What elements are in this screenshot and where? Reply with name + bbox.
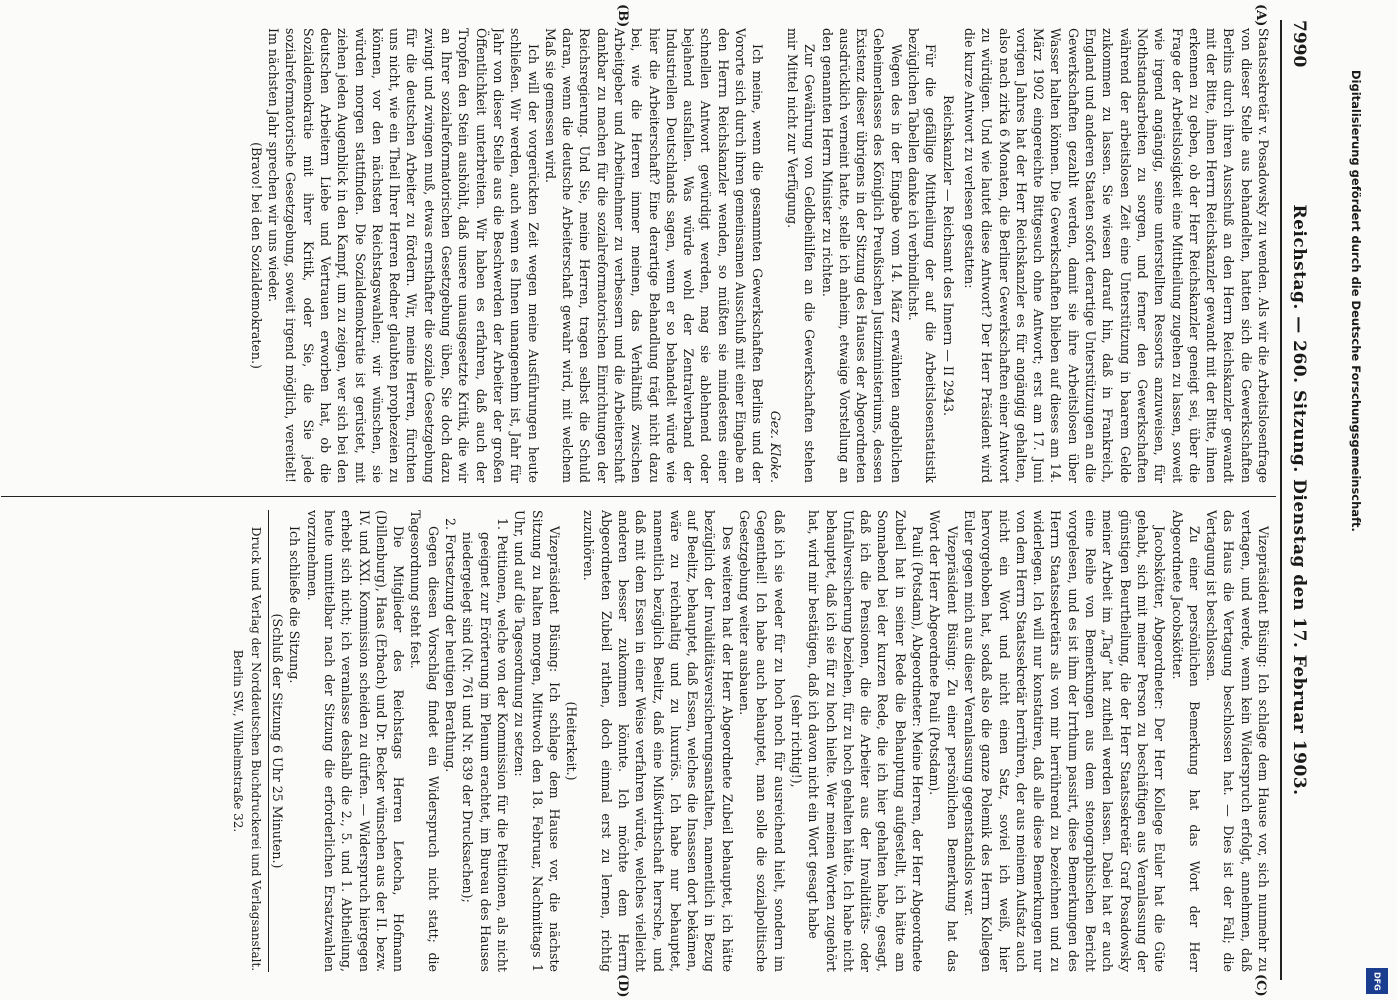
paragraph: Wegen des in der Eingabe vom 14. März erwähnten angeblichen Geheimerlasses des Königlich Preußischen Justizministeriums, dessen Existenz dieser übrigens in der Sitzung des Hauses der Abgeordneten ausdrücklich verneint hatte, stelle ich anheim, etwaige Vorstellung an den genannten Herrn Minister zu richten. bbox=[819, 28, 904, 483]
reaction: (Heiterkeit.) bbox=[564, 701, 580, 781]
paragraph: Vizepräsident Büsing: Zu einer persönlichen Bemerkung hat das Wort der Herr Abgeordnete Pauli (Potsdam). bbox=[927, 510, 960, 972]
column-divider bbox=[1, 496, 1276, 497]
paragraph: daß ich sie weder für zu hoch noch für ausreichend hielt, sondern im Gegentheil! Ich habe auch behauptet, man solle die sozialpolitische Gesetzgebung weiter ausbauen. bbox=[737, 510, 787, 972]
signature: Gez. Kloke. bbox=[767, 410, 783, 483]
paragraph: Staatssekretär v. Posadowsky zu wenden. Als wir die Arbeitslosenfrage von dieser Stelle aus behandelten, hatten sich die Gewerkschaften Berlins durch ihren Ausschuß an den Herrn Reichskanzler gewandt mit der Bitte, ihnen Herrn Reichskanzler gewandt mit der Bitte, ihnen erkennen zu geben, ob der Herr Reichskanzler geneigt sei, über die Frage der Arbeitslosigkeit eine Mittheilung zugehen zu lassen, soweit wie irgend angängig, seine unterstellten Ressorts anzuweisen, für Nothstandsarbeiten zu sorgen, und ferner den Gewerkschaften während der arbeitslosen Zeit eine Unterstützung in baarem Gelde zukommen zu lassen. Sie wiesen darauf hin, daß in Frankreich, England und anderen Staaten sofort derartige Unterstützungen an die Gewerkschaften gezahlt werden, damit sie ihre Arbeitslosen über Wasser halten können. Die Gewerkschaften blieben auf dieses am 14. März 1902 eingereichte Bittgesuch ohne Antwort; erst am 17. Juni vorigen Jahres hat der Herr Reichskanzler es für angängig gehalten, also nach zirka 6 Monaten, die Berliner Gewerkschaften einer Antwort zu würdigen. Und wie lautet diese Antwort? Der Herr Präsident wird die kurze Antwort zu verlesen gestatten: bbox=[961, 28, 1271, 483]
digitization-note bbox=[1335, 70, 1375, 990]
paragraph: Jacobskötter, Abgeordneter: Der Herr Kollege Euler hat die Güte gehabt, sich mit meiner Person zu beschäftigen aus Veranlassung der günstigen Beurtheilung, die der Herr Staatssekretär Graf Posadowsky meiner Arbeit im „Tag“ hat zutheil werden lassen. Dabei hat er auch eine Reihe von Bemerkungen aus dem stenographischen Bericht vorgelesen, und es ist ihm der Irrthum passirt, diese Bemerkungen des Herrn Staatssekretärs als von mir herrührend zu bezeichnen und zu widerlegen. Ich will nur konstatiren, daß alle diese Bemerkungen nur von dem Herrn Staatssekretär herrühren, der aus meinem Aufsatz auch nicht ein Wort und nicht einen Satz, soviel ich weiß, hier hervorgehoben hat, sodaß also die ganze Polemik des Herrn Kollegen Euler gegen mich aus dieser Veranlassung gegenstandslos war. bbox=[961, 510, 1168, 972]
right-column bbox=[2, 510, 1272, 972]
margin-mark-d: (D) bbox=[615, 974, 630, 998]
paragraph: Für die gefällige Mittheilung der auf die Arbeitslosenstatistik bezüglichen Tabellen danke ich verbindlichst. bbox=[906, 28, 939, 483]
left-column bbox=[2, 28, 1272, 483]
paragraph: Ich meine, wenn die gesammten Gewerkschaften Berlins und der Vororte sich durch ihren gemeinsamen Ausschuß mit einer Eingabe an den Herrn Reichskanzler wenden, so müßten sie mindestens einer schnellen Antwort gewürdigt werden, mag sie ablehnend oder bejahend ausfallen. Was würde wohl der Zentralverband der Industriellen Deutschlands sagen, wenn er so behandelt würde wie hier die Arbeiterschaft? Eine derartige Behandlung trägt nicht dazu bei, wie die Herren immer meinen, das Verhältniß zwischen Arbeitgeber und Arbeitnehmer zu verbessern und die Arbeiterschaft dankbar zu machen für die sozialreformatorischen Einrichtungen der Reichsregierung. Und Sie, meine Herren, tragen selbst die Schuld daran, wenn die deutsche Arbeiterschaft gewahr wird, mit welchem Maß sie gemessen wird. bbox=[542, 28, 766, 483]
closing-note: (Schluß der Sitzung 6 Uhr 25 Minuten.) bbox=[270, 613, 286, 869]
reaction: (sehr richtig!), bbox=[788, 694, 804, 788]
letter-reference: Reichskanzler — Reichsamt des Innern — II 2943. bbox=[940, 94, 956, 417]
dfg-logo: DFG bbox=[1366, 968, 1388, 994]
digitization-text: Digitalisierung gefördert durch die Deutsche Forschungsgemeinschaft. bbox=[1349, 70, 1363, 532]
paragraph: Vizepräsident Büsing: Ich schlage dem Hause vor, die nächste Sitzung zu halten morgen, Mittwoch den 18. Februar, Nachmittags 1 Uhr, und auf die Tagesordnung zu setzen: bbox=[512, 510, 562, 972]
paragraph: Zu einer persönlichen Bemerkung hat das Wort der Herr Abgeordnete Jacobskötter. bbox=[1169, 510, 1202, 972]
margin-mark-b: (B) bbox=[615, 4, 630, 28]
page-number: 7990 bbox=[1289, 20, 1309, 68]
paragraph: Ich schließe die Sitzung. bbox=[287, 526, 303, 684]
agenda-item: 2. Fortsetzung der heutigen Berathung. bbox=[443, 518, 459, 773]
paragraph: Des weiteren hat der Herr Abgeordnete Zubeil behauptet, ich hätte bezüglich der Invaliditätsversicherungsanstalten, namentlich in Bezug auf Beelitz, behauptet, daß Essen, welches die Insassen dort bekämen, wäre zu reichhaltig und zu luxuriös. Ich habe nur behauptet, namentlich bezüglich Beelitz, daß eine Mißwirthschaft herrsche, und daß mit dem Essen in einer Weise verfahren würde, welches vielleicht anderen besser zukommen könnte. Ich möchte dem Herrn Abgeordneten Zubeil rathen, doch einmal erst zu lernen, richtig zuzuhören. bbox=[581, 510, 735, 972]
page-header bbox=[1280, 20, 1316, 980]
agenda-item: 1. Petitionen, welche von der Kommission für die Petitionen, als nicht geeignet zur Erörterung im Plenum erachtet, im Bureau des Hauses niedergelegt sind (Nr. 761 und Nr. 839 der Drucksachen); bbox=[460, 518, 510, 972]
margin-mark-c: (C) bbox=[1253, 974, 1268, 997]
paragraph: Vizepräsident Büsing: Ich schlage dem Hause vor, sich nunmehr zu vertagen, und werde, wenn kein Widerspruch erfolgt, annehmen, daß das Haus die Vertagung beschlossen hat. — Dies ist der Fall; die Vertagung ist beschlossen. bbox=[1204, 510, 1271, 972]
page-title: Reichstag. — 260. Sitzung. Dienstag den 17. Februar 1903. bbox=[1289, 204, 1309, 796]
imprint: Druck und Verlag der Norddeutschen Buchdruckerei und Verlagsanstalt. Berlin SW., Wilhelmstraße 32. bbox=[229, 510, 269, 972]
paragraph: Die Mitglieder des Reichstags Herren Letocha, Hofmann (Dillenburg), Haas (Erbach) und Dr. Becker wünschen aus der II. bezw. IV. und XXI. Kommission scheiden zu dürfen. — Widerspruch hiergegen erhebt sich nicht; ich veranlasse deshalb die 2., 5. und 1. Abtheilung, heute unmittelbar nach der Sitzung die erforderlichen Ersatzwahlen vorzunehmen. bbox=[304, 510, 407, 972]
paragraph: Gegen diesen Vorschlag findet ein Widerspruch nicht statt; die Tagesordnung steht fest. bbox=[408, 510, 441, 972]
paragraph: Pauli (Potsdam), Abgeordneter: Meine Herren, der Herr Abgeordnete Zubeil hat in seiner Rede die Behauptung aufgestellt, ich hätte am Sonnabend bei der kurzen Rede, die ich hier gehalten habe, gesagt, daß ich die Pensionen, die die Arbeiter aus der Invaliditäts- oder Unfallversicherung beziehen, für zu hoch gehalten hätte. Ich habe nicht behauptet, daß ich sie für zu hoch hielte. Wer meinen Worten zugehört hat, wird mir bestätigen, daß ich davon nicht ein Wort gesagt habe bbox=[806, 510, 926, 972]
margin-mark-a: (A) bbox=[1253, 4, 1268, 27]
reaction: (Bravo! bei den Sozialdemokraten.) bbox=[248, 142, 264, 369]
paragraph: Ich will der vorgerückten Zeit wegen meine Ausführungen heute schließen. Wir werden, auch wenn es Ihnen unangenehm ist, Jahr für Jahr von dieser Stelle aus die Beschwerden der Arbeiter der großen Öffentlichkeit unterbreiten. Wir haben es erfahren, daß auch der Tropfen den Stein aushöhlt, daß unsere unausgesetzte Kritik, die wir an Ihrer sozialreformatorischen Gesetzgebung üben, Sie doch dazu zwingt und zwingen muß, etwas ernsthafter die soziale Gesetzgebung für die deutschen Arbeiter zu fördern. Wir, meine Herren, fürchten uns nicht, wie ein Theil Ihrer Herren Redner glaubten prophezeien zu können, vor den nächsten Reichstagswahlen; wir wünschen, sie würden morgen stattfinden. Die Sozialdemokratie ist gerüstet, mit ziehen jeden Augenblick in den Kampf, um zu zeigen, wer sich bei den deutschen Arbeitern Liebe und Vertrauen erworben hat, ob die Sozialdemokratie mit ihrer Kritik, oder Sie, die Sie jede sozialreformatorische Gesetzgebung, soweit irgend möglich, vereitelt! Im nächsten Jahr sprechen wir uns wieder. bbox=[266, 28, 541, 483]
paragraph: Zur Gewährung von Geldbeihilfen an die Gewerkschaften stehen mir Mittel nicht zur Verfügung. bbox=[784, 28, 818, 483]
